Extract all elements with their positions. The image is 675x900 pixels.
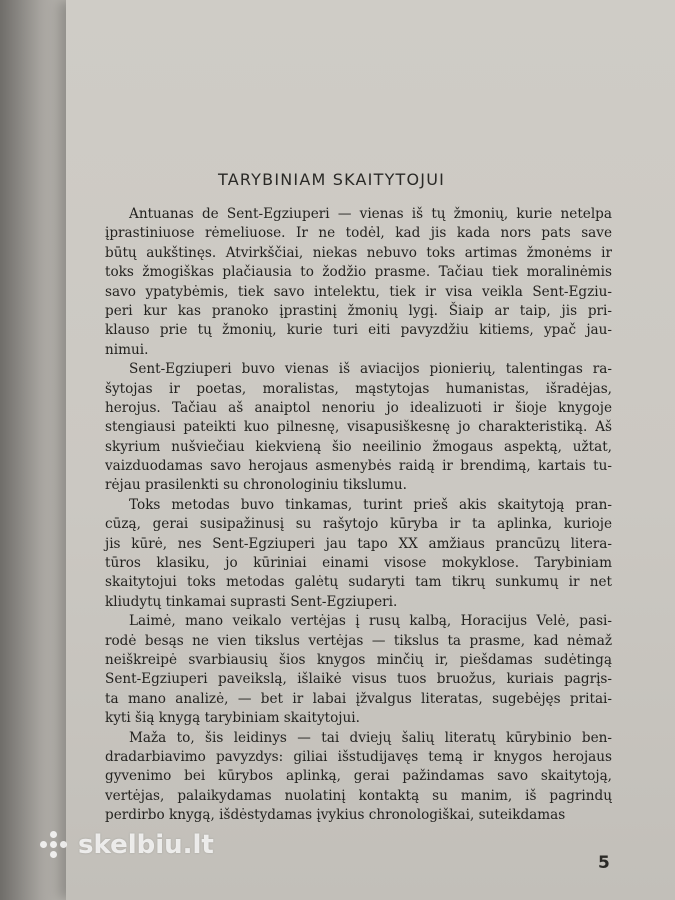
text-line: vaizduodamas savo herojaus asmenybės raidą ir brendimą, kartais tu- [105, 458, 612, 475]
watermark-text: skelbiu.lt [78, 830, 214, 860]
text-line: rėjau prasilenkti su chronologiniu tikslumu. [105, 477, 407, 494]
text-line: rodė besąs ne vien tikslus vertėjas — tikslus ta prasme, kad nėmaž [105, 632, 612, 649]
text-line: kyti šią knygą tarybiniam skaitytojui. [105, 710, 360, 727]
text-line: skaitytojui toks metodas galėtų sudaryti tam tikrų sunkumų ir net [105, 574, 612, 591]
text-line: Maža to, šis leidinys — tai dviejų šalių literatų kūrybinio ben- [129, 729, 612, 746]
text-line: dradarbiavimo pavyzdys: giliai išstudijavęs temą ir knygos herojaus [105, 748, 612, 765]
text-line: savo ypatybėmis, tiek savo intelektu, tiek ir visa veikla Sent-Egziu- [105, 283, 612, 300]
page-number: 5 [598, 853, 610, 873]
text-line: perdirbo knygą, išdėstydamas įvykius chronologiškai, suteikdamas [105, 807, 566, 824]
text-line: įprastiniuose rėmeliuose. Ir ne todėl, kad jis kada nors pats save [105, 225, 612, 242]
text-line: Toks metodas buvo tinkamas, turint prieš akis skaitytoją pran- [129, 496, 612, 513]
text-line: kliudytų tinkamai suprasti Sent-Egziuperi. [105, 593, 398, 610]
text-line: Sent-Egziuperi paveikslą, išlaikė visus tuos bruožus, kuriais pagrįs- [105, 671, 612, 688]
skelbiu-logo-icon [40, 831, 68, 859]
text-line: Antuanas de Sent-Egziuperi — vienas iš tų žmonių, kurie netelpa [129, 206, 612, 222]
text-line: klauso prie tų žmonių, kurie turi eiti pavyzdžiu kitiems, ypač jau- [105, 322, 612, 339]
text-line: gyvenimo bei kūrybos aplinką, gerai pažindamas savo skaitytoją, [105, 768, 612, 785]
text-line: cūzą, gerai susipažinusį su rašytojo kūryba ir ta aplinka, kurioje [105, 516, 612, 533]
text-line: Laimė, mano veikalo vertėjas į rusų kalbą, Horacijus Velė, pasi- [129, 613, 612, 630]
watermark [40, 830, 214, 860]
text-line: herojus. Tačiau aš anaiptol nenoriu jo idealizuoti ir šioje knygoje [105, 399, 612, 416]
text-line: jis kūrė, nes Sent-Egziuperi jau tapo XX amžiaus prancūzų litera- [105, 535, 612, 552]
text-line: Sent-Egziuperi buvo vienas iš aviacijos pionierių, talentingas ra- [129, 361, 612, 378]
text-line: neiškreipė svarbiausių šios knygos minčių ir, piešdamas sudėtingą [105, 651, 612, 668]
text-line: stengiausi pateikti kuo pilnesnę, visapusiškesnę jo charakteristiką. Aš [105, 419, 612, 436]
text-line: nimui. [105, 341, 149, 358]
text-line: tūros klasiku, jo kūriniai einami visose mokyklose. Tarybiniam [105, 555, 612, 572]
text-line: ta mano analizė, — bet ir labai įžvalgus literatas, sugebėjęs pritai- [105, 690, 612, 707]
text-line: vertėjas, palaikydamas nuolatinį kontaktą su manim, iš pagrindų [105, 787, 612, 804]
text-line: šytojas ir poetas, moralistas, mąstytojas humanistas, išradėjas, [105, 380, 612, 397]
text-line: skyrium nušviečiau kiekvieną šio neeilinio žmogaus aspektą, užtat, [105, 438, 612, 455]
text-line: peri kur kas pranoko įprastinį žmonių lygį. Šiaip ar taip, jis pri- [105, 302, 612, 319]
body-text [105, 205, 612, 826]
text-line: būtų aukštinęs. Atvirkščiai, niekas nebuvo toks artimas žmonėms ir [105, 244, 612, 261]
text-line: toks žmogiškas plačiausia to žodžio prasme. Tačiau tiek moralinėmis [105, 264, 612, 281]
page-heading: TARYBINIAM SKAITYTOJUI [218, 170, 446, 189]
